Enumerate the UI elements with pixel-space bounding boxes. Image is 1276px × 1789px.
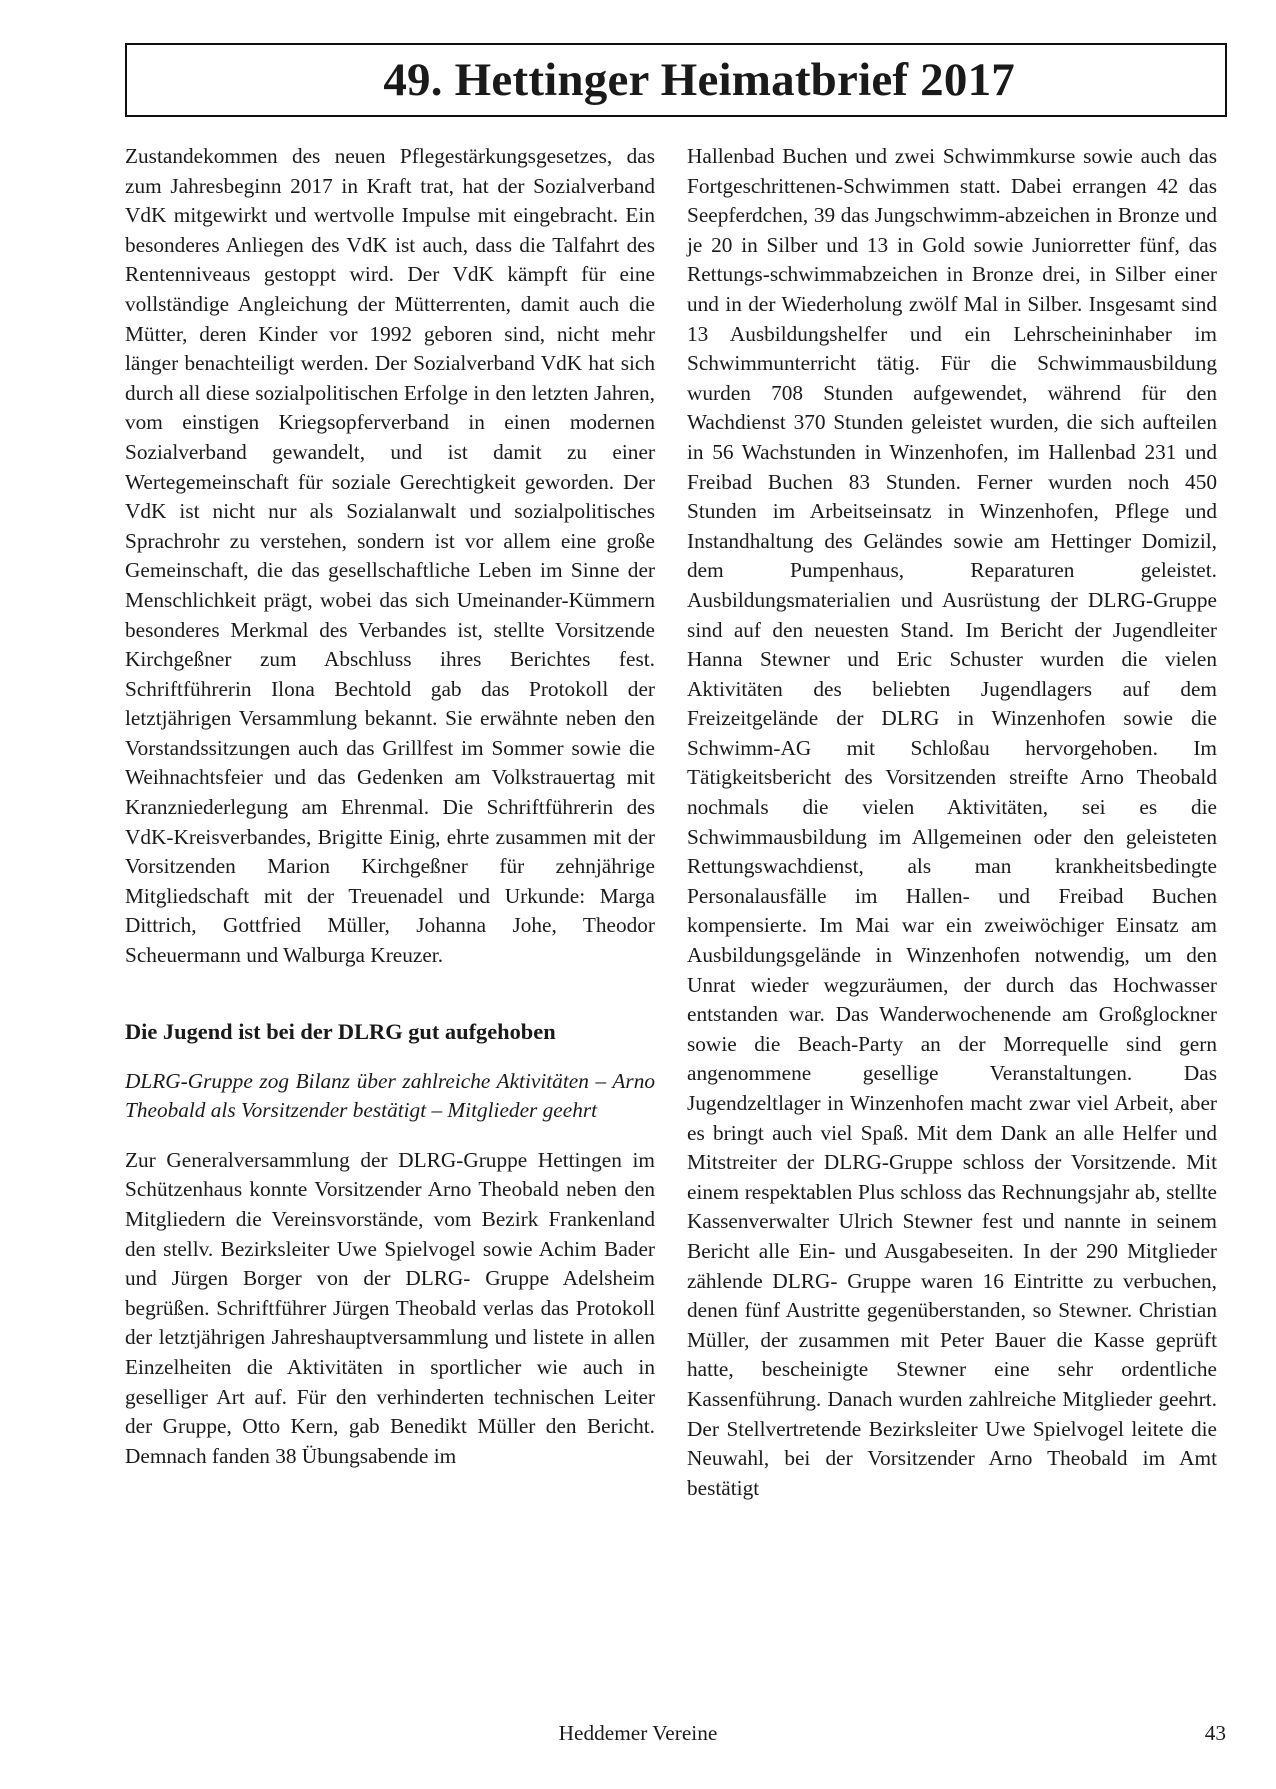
right-column <box>687 142 1217 1503</box>
body-paragraph: Zur Generalversammlung der DLRG-Gruppe Hettingen im Schützenhaus konnte Vorsitzender Arno Theobald neben den Mitgliedern die Vereinsvorstände, vom Bezirk Frankenland den stellv. Bezirksleiter Uwe Spielvogel sowie Achim Bader und Jürgen Borger von der DLRG- Gruppe Adelsheim begrüßen. Schriftführer Jürgen Theobald verlas das Protokoll der letztjährigen Jahreshauptversammlung und listete in allen Einzelheiten die Aktivitäten in sportlicher wie auch in geselliger Art auf. Für den verhinderten technischen Leiter der Gruppe, Otto Kern, gab Benedikt Müller den Bericht. Demnach fanden 38 Übungsabende im <box>125 1147 655 1468</box>
page-title: 49. Hettinger Heimatbrief 2017 <box>383 54 1015 106</box>
header-box <box>125 43 1227 117</box>
body-paragraph: Hallenbad Buchen und zwei Schwimmkurse sowie auch das Fortgeschrittenen-Schwimmen statt. Dabei errangen 42 das Seepferdchen, 39 das Jungschwimm-abzeichen in Bronze und je 20 in Silber und 13 in Gold sowie Juniorretter fünf, das Rettungs-schwimmabzeichen in Bronze drei, in Silber einer und in der Wiederholung zwölf Mal in Silber. Insgesamt sind 13 Ausbildungshelfer und ein Lehrscheininhaber im Schwimmunterricht tätig. Für die Schwimmausbildung wurden 708 Stunden aufgewendet, während für den Wachdienst 370 Stunden geleistet wurden, die sich aufteilen in 56 Wachstunden in Winzenhofen, im Hallenbad 231 und Freibad Buchen 83 Stunden. Ferner wurden noch 450 Stunden im Arbeitseinsatz in Winzenhofen, Pflege und Instandhaltung des Geländes sowie am Hettinger Domizil, dem Pumpenhaus, Reparaturen geleistet. Ausbildungsmaterialien und Ausrüstung der DLRG-Gruppe sind auf den neuesten Stand. Im Bericht der Jugendleiter Hanna Stewner und Eric Schuster wurden die vielen Aktivitäten des beliebten Jugendlagers auf dem Freizeitgelände der DLRG in Winzenhofen sowie die Schwimm-AG mit Schloßau hervorgehoben. Im Tätigkeitsbericht des Vorsitzenden streifte Arno Theobald nochmals die vielen Aktivitäten, sei es die Schwimmausbildung im Allgemeinen oder den geleisteten Rettungswachdienst, als man krankheitsbedingte Personalausfälle im Hallen- und Freibad Buchen kompensierte. Im Mai war ein zweiwöchiger Einsatz am Ausbildungsgelände in Winzenhofen notwendig, um den Unrat wieder wegzuräumen, der durch das Hochwasser entstanden war. Das Wanderwochenende am Großglockner sowie die Beach-Party an der Morrequelle sind gern angenommene gesellige Veranstaltungen. Das Jugendzeltlager in Winzenhofen macht zwar viel Arbeit, aber es bringt auch viel Spaß. Mit dem Dank an alle Helfer und Mitstreiter der DLRG-Gruppe schloss der Vorsitzende. Mit einem respektablen Plus schloss das Rechnungsjahr ab, stellte Kassenverwalter Ulrich Stewner fest und nannte in seinem Bericht alle Ein- und Ausgabeseiten. In der 290 Mitglieder zählende DLRG- Gruppe waren 16 Eintritte zu verbuchen, denen fünf Austritte gegenüberstanden, so Stewner. Christian Müller, der zusammen mit Peter Bauer die Kasse geprüft hatte, bescheinigte Stewner eine sehr ordentliche Kassenführung. Danach wurden zahlreiche Mitglieder geehrt. Der Stellvertretende Bezirksleiter Uwe Spielvogel leitete die Neuwahl, bei der Vorsitzender Arno Theobald im Amt bestätigt <box>687 144 1217 1500</box>
footer-section: Heddemer Vereine <box>558 1721 718 1745</box>
left-column <box>125 142 655 1471</box>
body-paragraph: Zustandekommen des neuen Pflegestärkungsgesetzes, das zum Jahresbeginn 2017 in Kraft trat, hat der Sozialverband VdK mitgewirkt und wertvolle Impulse mit eingebracht. Ein besonderes Anliegen des VdK ist auch, dass die Talfahrt des Rentenniveaus gestoppt wird. Der VdK kämpft für eine vollständige Angleichung der Mütterrenten, damit auch die Mütter, deren Kinder vor 1992 geboren sind, nicht mehr länger benachteiligt werden. Der Sozialverband VdK hat sich durch all diese sozialpolitischen Erfolge in den letzten Jahren, vom einstigen Kriegsopferverband in einen modernen Sozialverband gewandelt, und ist damit zu einer Wertegemeinschaft für soziale Gerechtigkeit geworden. Der VdK ist nicht nur als Sozialanwalt und sozialpolitisches Sprachrohr zu verstehen, sondern ist vor allem eine große Gemeinschaft, die das gesellschaftliche Leben im Sinne der Menschlichkeit prägt, wobei das sich Umeinander-Kümmern besonderes Merkmal des Verbandes ist, stellte Vorsitzende Kirchgeßner zum Abschluss ihres Berichtes fest. Schriftführerin Ilona Bechtold gab das Protokoll der letztjährigen Versammlung bekannt. Sie erwähnte neben den Vorstandssitzungen auch das Grillfest im Sommer sowie die Weihnachtsfeier und das Gedenken am Volkstrauertag mit Kranzniederlegung am Ehrenmal. Die Schriftführerin des VdK-Kreisverbandes, Brigitte Einig, ehrte zusammen mit der Vorsitzenden Marion Kirchgeßner für zehnjährige Mitgliedschaft mit der Treuenadel und Urkunde: Marga Dittrich, Gottfried Müller, Johanna Johe, Theodor Scheuermann und Walburga Kreuzer. <box>125 144 655 968</box>
article-heading: Die Jugend ist bei der DLRG gut aufgehoben <box>125 1018 556 1044</box>
page-number: 43 <box>1204 1721 1226 1745</box>
article-lead: DLRG-Gruppe zog Bilanz über zahlreiche Aktivitäten – Arno Theobald als Vorsitzender bestätigt – Mitglieder geehrt <box>125 1068 655 1123</box>
